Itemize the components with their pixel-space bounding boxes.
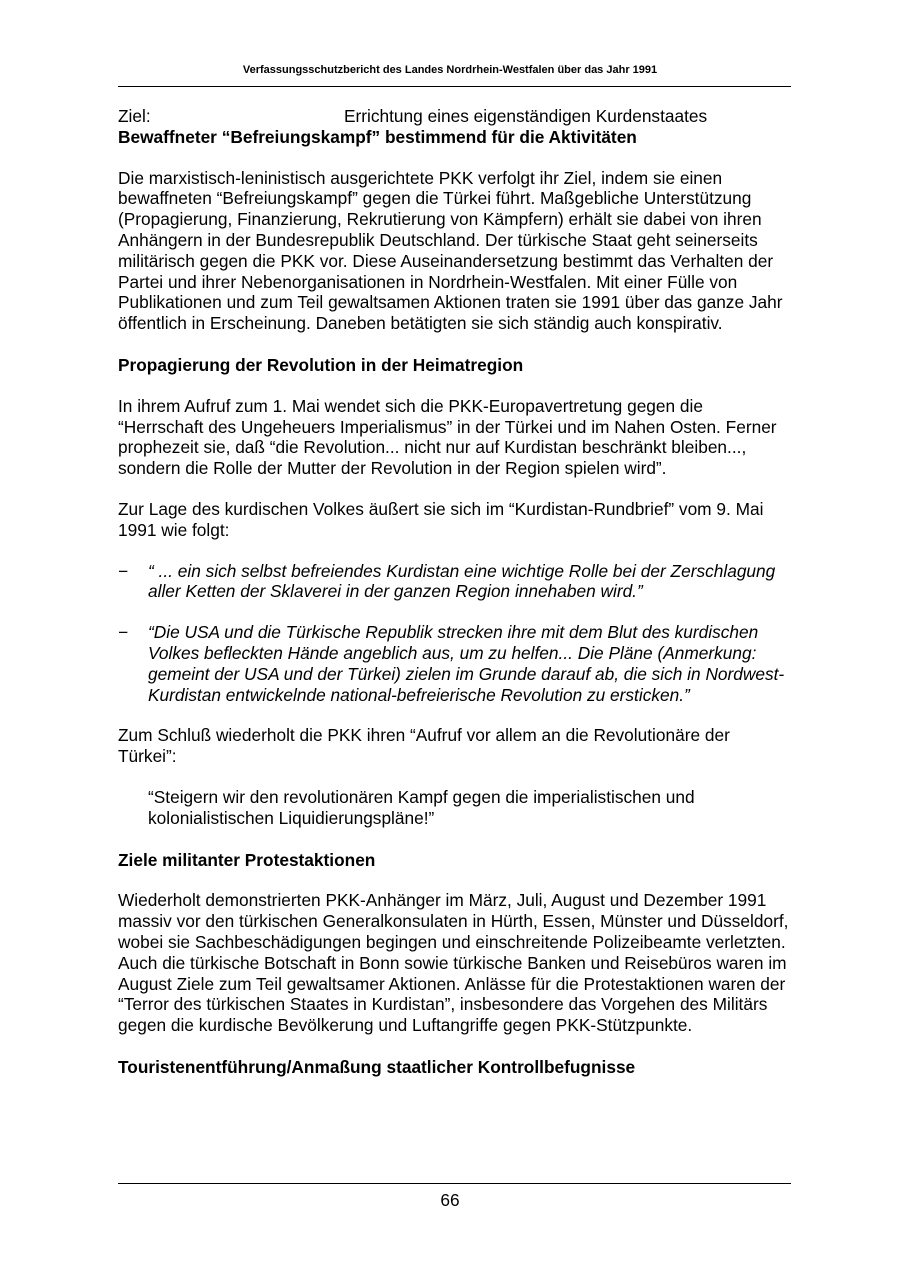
quote-bullet — [118, 622, 791, 705]
ziel-label: Ziel: — [118, 106, 151, 126]
header-rule — [118, 86, 791, 87]
section-heading-befreiungskampf: Bewaffneter “Befreiungskampf” bestimmend für die Aktivitäten — [118, 126, 637, 147]
bullet-text: “Die USA und die Türkische Republik strecken ihre mit dem Blut des kurdischen Volkes befleckten Hände angeblich aus, um zu helfen... Die Pläne (Anmerkung: gemeint der USA und der Türkei) zielen im Grunde darauf ab, die sich in Nordwest-Kurdistan entwickelnde national-befreierische Revolution zu ersticken.” — [148, 622, 785, 705]
running-header: Verfassungsschutzbericht des Landes Nordrhein-Westfalen über das Jahr 1991 — [242, 64, 658, 76]
paragraph: In ihrem Aufruf zum 1. Mai wendet sich die PKK-Europavertretung gegen die “Herrschaft des Ungeheuers Imperialismus” in der Türkei und im Nahen Osten. Ferner prophezeit sie, daß “die Revolution... nicht nur auf Kurdistan beschränkt bleiben..., sondern die Rolle der Mutter der Revolution in der Region spielen wird”. — [118, 395, 777, 479]
paragraph: Die marxistisch-leninistisch ausgerichtete PKK verfolgt ihr Ziel, indem sie einen bewaffneten “Befreiungskampf” gegen die Türkei führt. Maßgebliche Unterstützung (Propagierung, Finanzierung, Rekrutierung von Kämpfern) erhält sie dabei von ihren Anhängern in der Bundesrepublik Deutschland. Der türkische Staat geht seinerseits militärisch gegen die PKK vor. Diese Auseinandersetzung bestimmt das Verhalten der Partei und ihrer Nebenorganisationen in Nordrhein-Westfalen. Mit einer Fülle von Publikationen und zum Teil gewaltsamen Aktionen traten sie 1991 über das ganze Jahr öffentlich in Erscheinung. Daneben betätigten sie sich ständig auch konspirativ. — [118, 167, 783, 334]
section-heading-protestaktionen: Ziele militanter Protestaktionen — [118, 849, 376, 870]
ziel-value: Errichtung eines eigenständigen Kurdenstaates — [344, 106, 708, 126]
bullet-dash: − — [118, 622, 129, 643]
bullet-dash: − — [118, 560, 129, 581]
paragraph: Wiederholt demonstrierten PKK-Anhänger im März, Juli, August und Dezember 1991 massiv vor den türkischen Generalkonsulaten in Hürth, Essen, Münster und Düsseldorf, wobei sie Sachbeschädigungen begingen und einschreitende Polizeibeamte verletzten. Auch die türkische Botschaft in Bonn sowie türkische Banken und Reisebüros waren im August Ziele zum Teil gewaltsamer Aktionen. Anlässe für die Protestaktionen waren der “Terror des türkischen Staates in Kurdistan”, insbesondere das Vorgehen des Militärs gegen die kurdische Bevölkerung und Luftangriffe gegen PKK-Stützpunkte. — [118, 890, 789, 1036]
section-heading-touristenentfuehrung: Touristenentführung/Anmaßung staatlicher Kontrollbefugnisse — [118, 1056, 636, 1077]
footer-rule — [118, 1183, 791, 1184]
paragraph: Zum Schluß wiederholt die PKK ihren “Aufruf vor allem an die Revolutionäre der Türkei”: — [118, 725, 730, 767]
page-number: 66 — [440, 1190, 460, 1210]
quote-bullet — [118, 561, 791, 603]
paragraph: Zur Lage des kurdischen Volkes äußert sie sich im “Kurdistan-Rundbrief” vom 9. Mai 1991 wie folgt: — [118, 498, 764, 540]
bullet-text: “ ... ein sich selbst befreiendes Kurdistan eine wichtige Rolle bei der Zerschlagung aller Ketten der Sklaverei in der ganzen Region innehaben wird.” — [148, 560, 776, 602]
ziel-row — [118, 106, 791, 127]
section-heading-propagierung: Propagierung der Revolution in der Heimatregion — [118, 354, 524, 375]
indented-quote: “Steigern wir den revolutionären Kampf gegen die imperialistischen und kolonialistischen Liquidierungspläne!” — [148, 786, 695, 828]
page-body — [118, 106, 791, 1078]
